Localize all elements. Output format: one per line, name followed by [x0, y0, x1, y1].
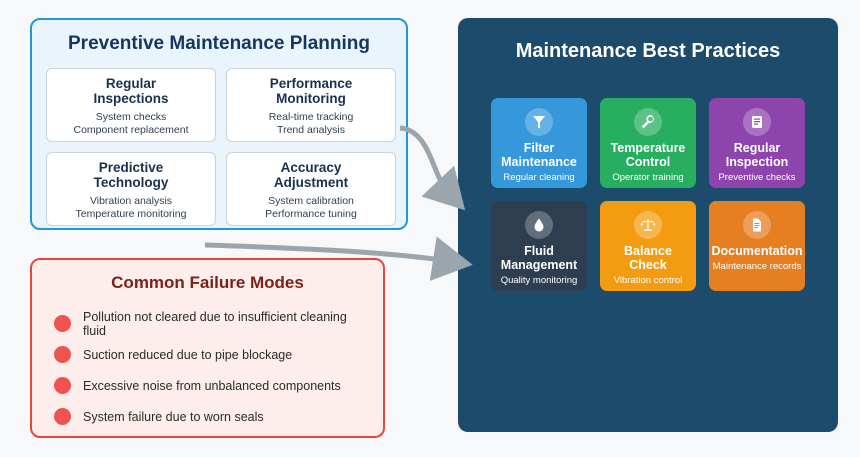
card-details — [227, 111, 395, 137]
card-title-line1: Performance — [269, 76, 353, 91]
failure-text: Excessive noise from unbalanced components — [83, 378, 341, 393]
tile-subtitle: Preventive checks — [718, 172, 796, 183]
card-details — [227, 195, 395, 221]
card-title-line2: Inspections — [93, 91, 169, 106]
tile-title-line1: Fluid — [524, 244, 554, 258]
card-detail-line2: Performance tuning — [265, 208, 357, 220]
tile-title — [491, 141, 587, 169]
planning-card-performance-monitoring[interactable] — [226, 68, 396, 142]
card-title — [47, 160, 215, 190]
tile-title-line2: Control — [625, 155, 671, 169]
failure-list — [54, 308, 373, 432]
card-title-line1: Predictive — [98, 160, 164, 175]
card-title-line2: Adjustment — [273, 175, 349, 190]
tile-title-line1: Documentation — [711, 244, 803, 258]
card-detail-line2: Trend analysis — [277, 124, 345, 136]
tile-title-line2: Management — [500, 258, 578, 272]
card-title-line2: Technology — [93, 175, 169, 190]
card-detail-line1: System checks — [95, 111, 167, 123]
balance-scale-icon — [634, 211, 662, 239]
card-detail-line2: Temperature monitoring — [75, 208, 187, 220]
card-title-line2: Monitoring — [276, 91, 346, 106]
tile-subtitle: Quality monitoring — [500, 275, 578, 286]
tile-regular-inspection[interactable] — [709, 98, 805, 188]
tile-title — [491, 244, 587, 272]
bullet-dot-icon — [54, 408, 71, 425]
tile-title-line2: Check — [629, 258, 667, 272]
tile-subtitle: Operator training — [612, 172, 684, 183]
tile-balance-check[interactable] — [600, 201, 696, 291]
document-icon — [743, 211, 771, 239]
tile-title — [709, 244, 805, 258]
tile-fluid-management[interactable] — [491, 201, 587, 291]
tile-documentation[interactable] — [709, 201, 805, 291]
wrench-icon — [634, 108, 662, 136]
card-title — [227, 76, 395, 106]
tile-subtitle: Vibration control — [613, 275, 683, 286]
tile-title-line2: Inspection — [725, 155, 789, 169]
planning-cards-grid — [46, 68, 396, 226]
card-title-line1: Regular — [105, 76, 157, 91]
planning-card-regular-inspections[interactable] — [46, 68, 216, 142]
planning-card-predictive-technology[interactable] — [46, 152, 216, 226]
preventive-maintenance-planning-panel — [30, 18, 408, 230]
panel-title-failures: Common Failure Modes — [111, 273, 304, 292]
list-item — [54, 339, 373, 370]
failure-text: System failure due to worn seals — [83, 409, 264, 424]
tile-title-line1: Regular — [733, 141, 781, 155]
card-detail-line1: Vibration analysis — [89, 195, 173, 207]
list-item — [54, 401, 373, 432]
tile-title — [709, 141, 805, 169]
card-detail-line1: System calibration — [268, 195, 354, 207]
card-detail-line2: Component replacement — [73, 124, 189, 136]
tile-filter-maintenance[interactable] — [491, 98, 587, 188]
list-item — [54, 308, 373, 339]
card-title — [47, 76, 215, 106]
bullet-dot-icon — [54, 346, 71, 363]
card-title-line1: Accuracy — [280, 160, 342, 175]
tile-title — [600, 244, 696, 272]
tile-subtitle: Maintenance records — [712, 261, 802, 272]
card-details — [47, 111, 215, 137]
tile-title-line2: Maintenance — [501, 155, 577, 169]
clipboard-icon — [743, 108, 771, 136]
planning-card-accuracy-adjustment[interactable] — [226, 152, 396, 226]
tile-title-line1: Temperature — [610, 141, 686, 155]
filter-funnel-icon — [525, 108, 553, 136]
list-item — [54, 370, 373, 401]
tile-title-line1: Filter — [523, 141, 555, 155]
maintenance-best-practices-panel — [458, 18, 838, 432]
card-details — [47, 195, 215, 221]
tile-title-line1: Balance — [624, 244, 672, 258]
failure-text: Suction reduced due to pipe blockage — [83, 347, 293, 362]
card-title — [227, 160, 395, 190]
bullet-dot-icon — [54, 315, 71, 332]
tile-title — [600, 141, 696, 169]
water-drop-icon — [525, 211, 553, 239]
common-failure-modes-panel — [30, 258, 385, 438]
tile-subtitle: Regular cleaning — [503, 172, 575, 183]
bullet-dot-icon — [54, 377, 71, 394]
best-practices-tiles — [491, 98, 841, 291]
panel-title-planning: Preventive Maintenance Planning — [68, 33, 370, 54]
card-detail-line1: Real-time tracking — [268, 111, 354, 123]
failure-text: Pollution not cleared due to insufficient cleaning fluid — [83, 309, 347, 338]
tile-temperature-control[interactable] — [600, 98, 696, 188]
panel-title-best-practices: Maintenance Best Practices — [515, 40, 781, 62]
